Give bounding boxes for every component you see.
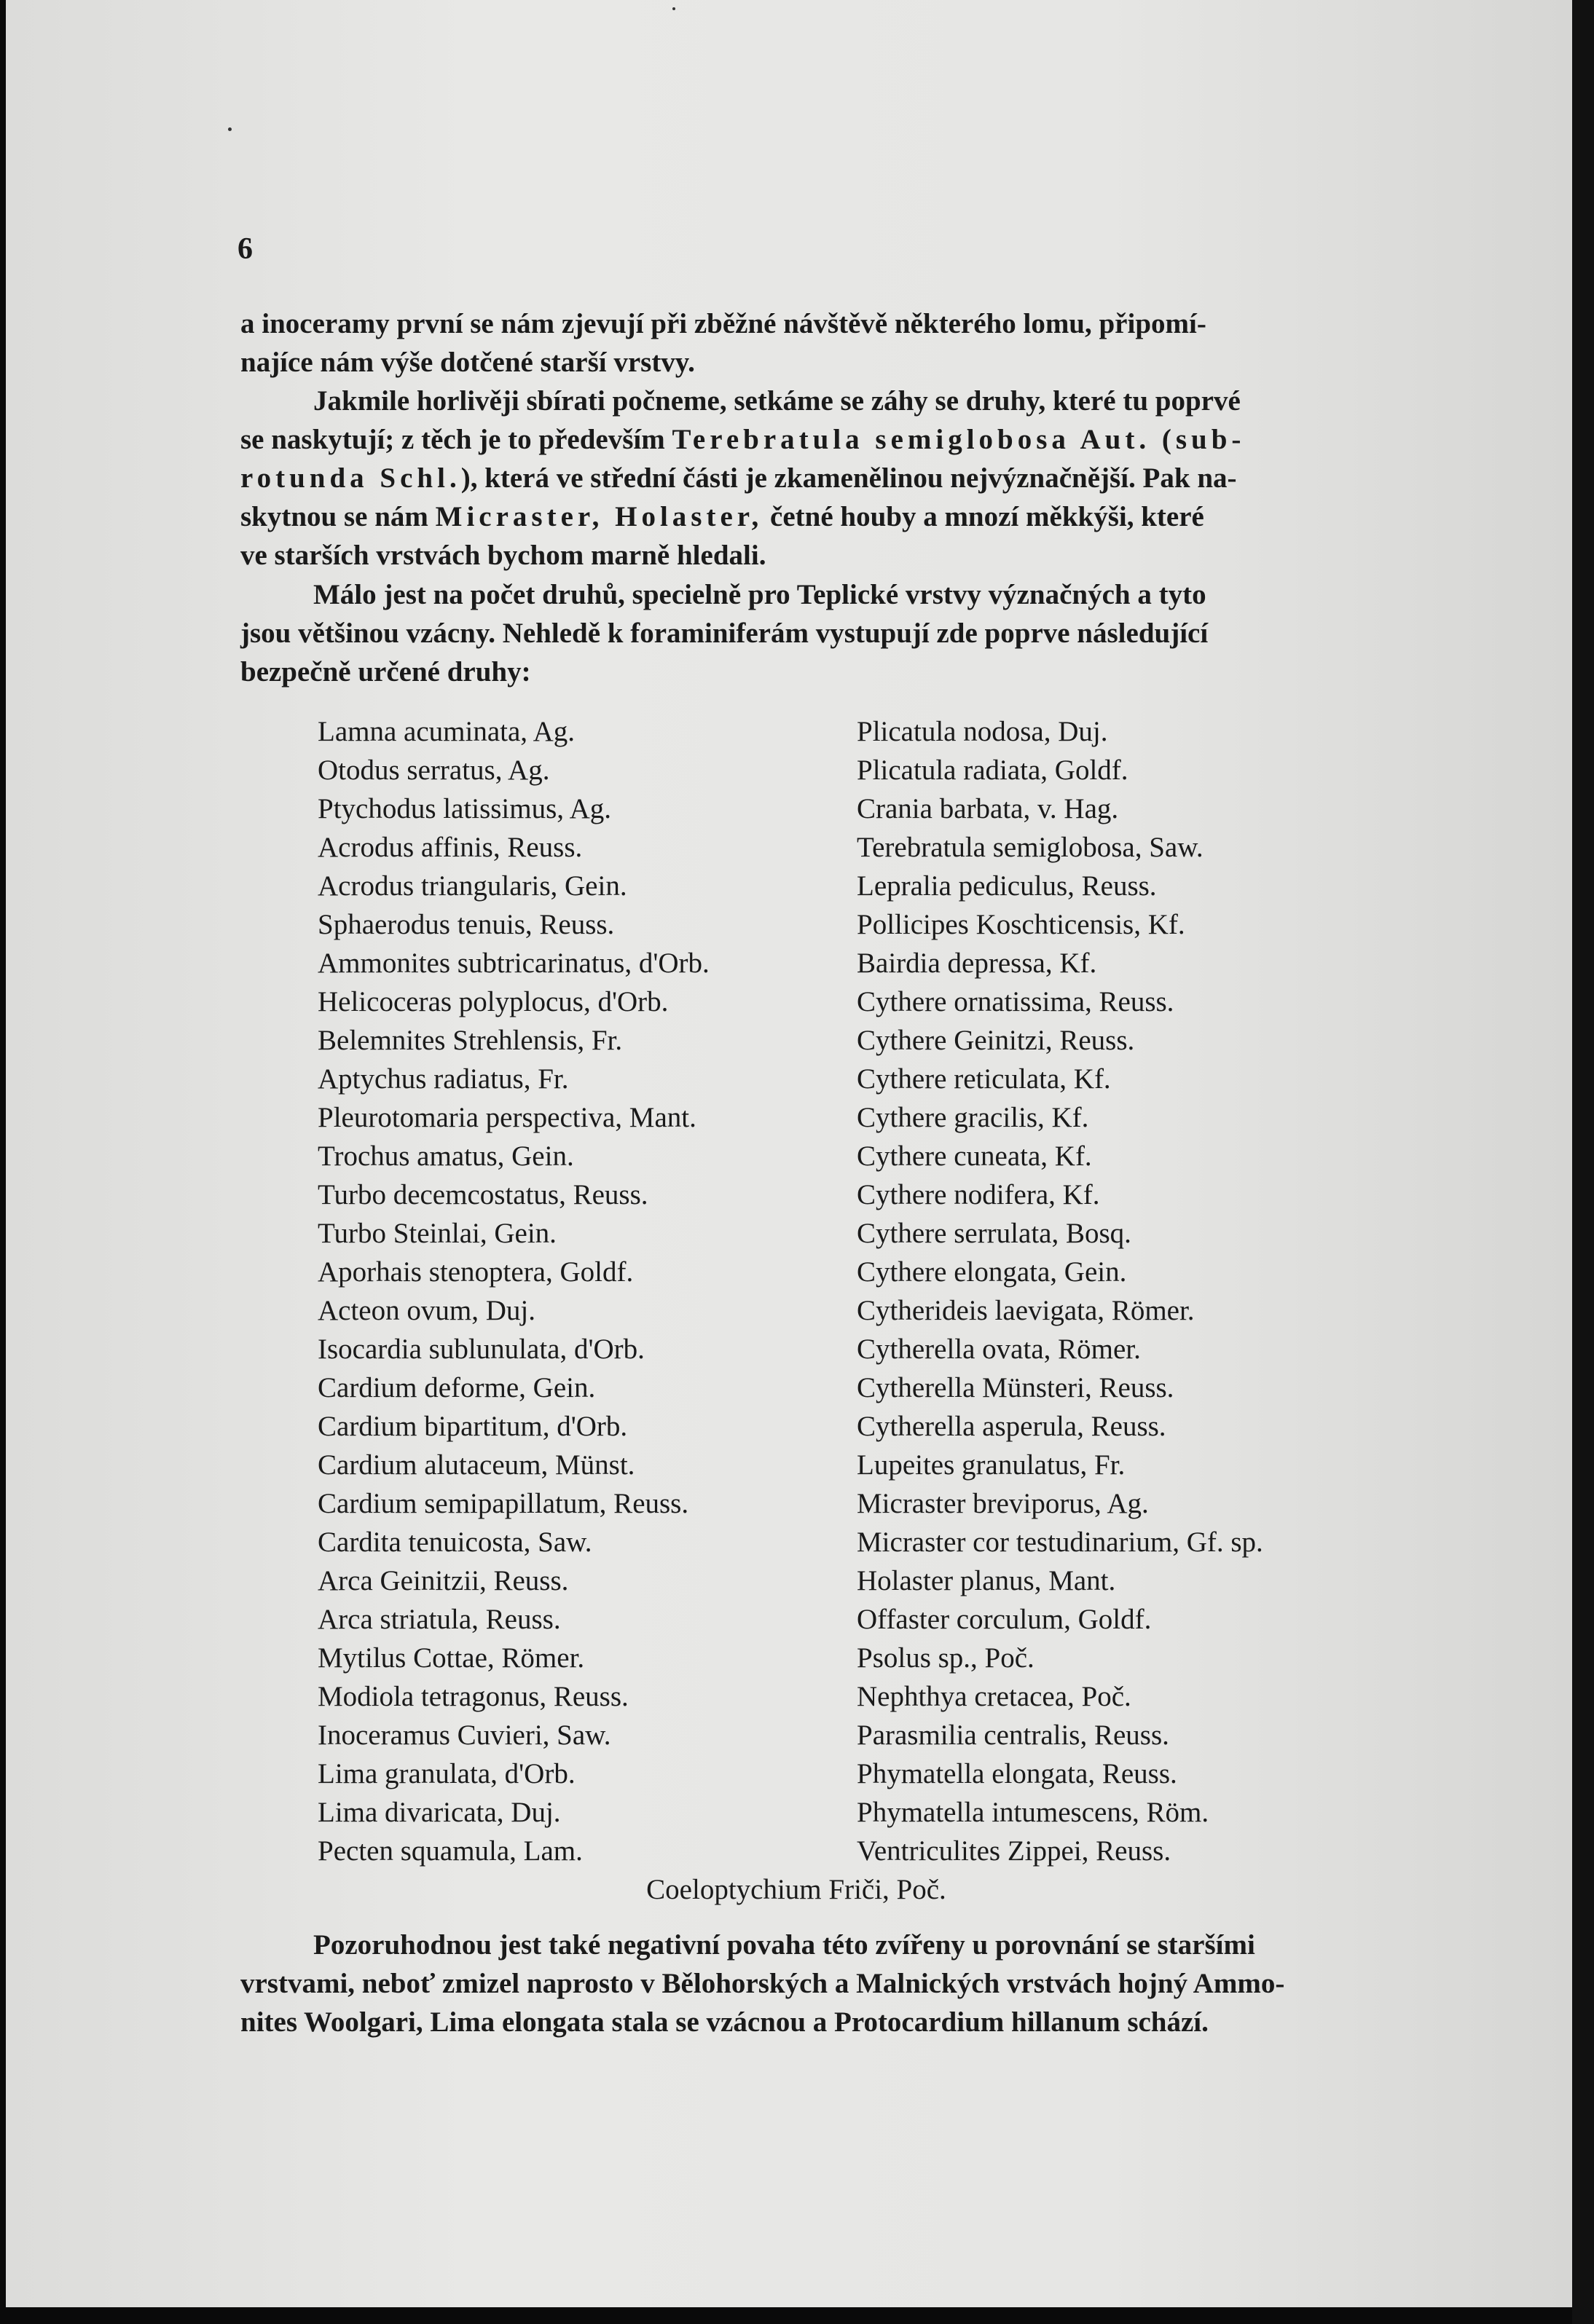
species-item: Belemnites Strehlensis, Fr.: [318, 1025, 623, 1056]
species-item: Turbo Steinlai, Gein.: [318, 1218, 557, 1249]
species-item: Cytherideis laevigata, Römer.: [857, 1295, 1195, 1326]
species-item: Turbo decemcostatus, Reuss.: [318, 1179, 648, 1210]
text-fragment: četné houby a mnozí měkkýši, které: [763, 501, 1204, 532]
paragraph-negative-fauna: [240, 1926, 1406, 2041]
text-line: bezpečně určené druhy:: [240, 656, 531, 688]
species-item: Cythere ornatissima, Reuss.: [857, 986, 1174, 1017]
species-item: Acrodus triangularis, Gein.: [318, 870, 627, 902]
species-item: Phymatella elongata, Reuss.: [857, 1758, 1177, 1789]
species-name-spaced: rotunda Schl.: [240, 462, 461, 494]
species-item: Lamna acuminata, Ag.: [318, 716, 576, 747]
species-item: Plicatula radiata, Goldf.: [857, 755, 1128, 786]
species-item: Pecten squamula, Lam.: [318, 1835, 583, 1867]
text-line: a inoceramy první se nám zjevují při zběžné návštěvě některého lomu, připomí-: [240, 308, 1206, 339]
species-item: Cythere nodifera, Kf.: [857, 1179, 1100, 1210]
text-line: [240, 497, 1406, 536]
species-item: Cythere cuneata, Kf.: [857, 1141, 1092, 1172]
species-item: Micraster cor testudinarium, Gf. sp.: [857, 1527, 1263, 1558]
species-item: Psolus sp., Poč.: [857, 1642, 1034, 1674]
scan-edge: [1572, 0, 1594, 2324]
species-item: Cytherella Münsteri, Reuss.: [857, 1372, 1174, 1403]
species-item: Pollicipes Koschticensis, Kf.: [857, 909, 1185, 940]
species-item: Holaster planus, Mant.: [857, 1565, 1116, 1596]
species-item: Ventriculites Zippei, Reuss.: [857, 1835, 1171, 1867]
species-item: Lepralia pediculus, Reuss.: [857, 870, 1157, 902]
species-item: Cardium semipapillatum, Reuss.: [318, 1488, 689, 1519]
species-item: Mytilus Cottae, Römer.: [318, 1642, 585, 1674]
genus-names-spaced: Micraster, Holaster,: [435, 501, 763, 532]
species-item: Cythere Geinitzi, Reuss.: [857, 1025, 1135, 1056]
species-item: Aptychus radiatus, Fr.: [318, 1063, 569, 1095]
species-item: Otodus serratus, Ag.: [318, 755, 550, 786]
species-center: Coeloptychium Friči, Poč.: [646, 1874, 946, 1905]
species-item: Cytherella asperula, Reuss.: [857, 1411, 1166, 1442]
species-item: Crania barbata, v. Hag.: [857, 793, 1119, 824]
species-item: Cythere serrulata, Bosq.: [857, 1218, 1131, 1249]
species-name-spaced: Terebratula semiglobosa Aut. (sub-: [672, 424, 1246, 455]
species-item: Lima divaricata, Duj.: [318, 1797, 561, 1828]
species-list-right: [857, 712, 1263, 1870]
species-item: Acrodus affinis, Reuss.: [318, 832, 583, 863]
paragraph-intro: [240, 304, 1406, 382]
species-item: Cardita tenuicosta, Saw.: [318, 1527, 592, 1558]
text-line: Pozoruhodnou jest také negativní povaha této zvířeny u porovnání se staršími: [313, 1929, 1255, 1961]
text-line: [240, 459, 1406, 497]
species-item: Ammonites subtricarinatus, d'Orb.: [318, 948, 710, 979]
species-item: Phymatella intumescens, Röm.: [857, 1797, 1209, 1828]
species-item: Arca striatula, Reuss.: [318, 1604, 561, 1635]
text-line: Málo jest na počet druhů, specielně pro Teplické vrstvy význačných a tyto: [313, 579, 1206, 610]
text-fragment: se naskytují; z těch je to především: [240, 424, 672, 455]
species-item: Micraster breviporus, Ag.: [857, 1488, 1149, 1519]
text-line: nites Woolgari, Lima elongata stala se vzácnou a Protocardium hillanum schází.: [240, 2006, 1209, 2038]
species-item: Aporhais stenoptera, Goldf.: [318, 1256, 634, 1288]
species-item: Modiola tetragonus, Reuss.: [318, 1681, 629, 1712]
text-line: [240, 420, 1406, 459]
species-item: Cardium deforme, Gein.: [318, 1372, 596, 1403]
species-item: Pleurotomaria perspectiva, Mant.: [318, 1102, 696, 1133]
species-item: Lupeites granulatus, Fr.: [857, 1449, 1126, 1481]
species-item: Cythere elongata, Gein.: [857, 1256, 1127, 1288]
species-item: Ptychodus latissimus, Ag.: [318, 793, 612, 824]
species-item: Cardium bipartitum, d'Orb.: [318, 1411, 628, 1442]
species-item: Arca Geinitzii, Reuss.: [318, 1565, 569, 1596]
document-page: [6, 0, 1572, 2307]
paragraph-species-intro: [240, 575, 1406, 691]
species-item: Isocardia sublunulata, d'Orb.: [318, 1334, 645, 1365]
page-number: 6: [237, 232, 253, 266]
species-item: Parasmilia centralis, Reuss.: [857, 1720, 1169, 1751]
species-item: Helicoceras polyplocus, d'Orb.: [318, 986, 669, 1017]
species-item: Cytherella ovata, Römer.: [857, 1334, 1141, 1365]
species-item: Bairdia depressa, Kf.: [857, 948, 1097, 979]
species-item: Sphaerodus tenuis, Reuss.: [318, 909, 615, 940]
text-line: ve starších vrstvách bychom marně hledali.: [240, 540, 766, 571]
species-item: Nephthya cretacea, Poč.: [857, 1681, 1131, 1712]
paper-speck: [672, 7, 675, 10]
text-fragment: skytnou se nám: [240, 501, 436, 532]
species-list-left: [318, 712, 710, 1870]
species-item: Offaster corculum, Goldf.: [857, 1604, 1152, 1635]
paper-speck: [228, 127, 232, 131]
species-item: Acteon ovum, Duj.: [318, 1295, 535, 1326]
species-item: Cythere gracilis, Kf.: [857, 1102, 1089, 1133]
text-line: Jakmile horlivěji sbírati počneme, setkáme se záhy se druhy, které tu poprvé: [313, 385, 1241, 417]
species-item: Lima granulata, d'Orb.: [318, 1758, 576, 1789]
text-line: vrstvami, neboť zmizel naprosto v Bělohorských a Malnických vrstvách hojný Ammo-: [240, 1968, 1285, 1999]
species-item: Inoceramus Cuvieri, Saw.: [318, 1720, 611, 1751]
species-item: Cythere reticulata, Kf.: [857, 1063, 1111, 1095]
species-item: Trochus amatus, Gein.: [318, 1141, 574, 1172]
paragraph-fauna: [240, 382, 1406, 575]
species-item: Terebratula semiglobosa, Saw.: [857, 832, 1204, 863]
species-item: Cardium alutaceum, Münst.: [318, 1449, 635, 1481]
text-fragment: ), která ve střední části je zkamenělinou nejvýznačnější. Pak na-: [460, 462, 1237, 494]
text-line: jsou většinou vzácny. Nehledě k foraminiferám vystupují zde poprve následující: [240, 618, 1209, 649]
species-item: Plicatula nodosa, Duj.: [857, 716, 1108, 747]
text-line: najíce nám výše dotčené starší vrstvy.: [240, 347, 695, 378]
